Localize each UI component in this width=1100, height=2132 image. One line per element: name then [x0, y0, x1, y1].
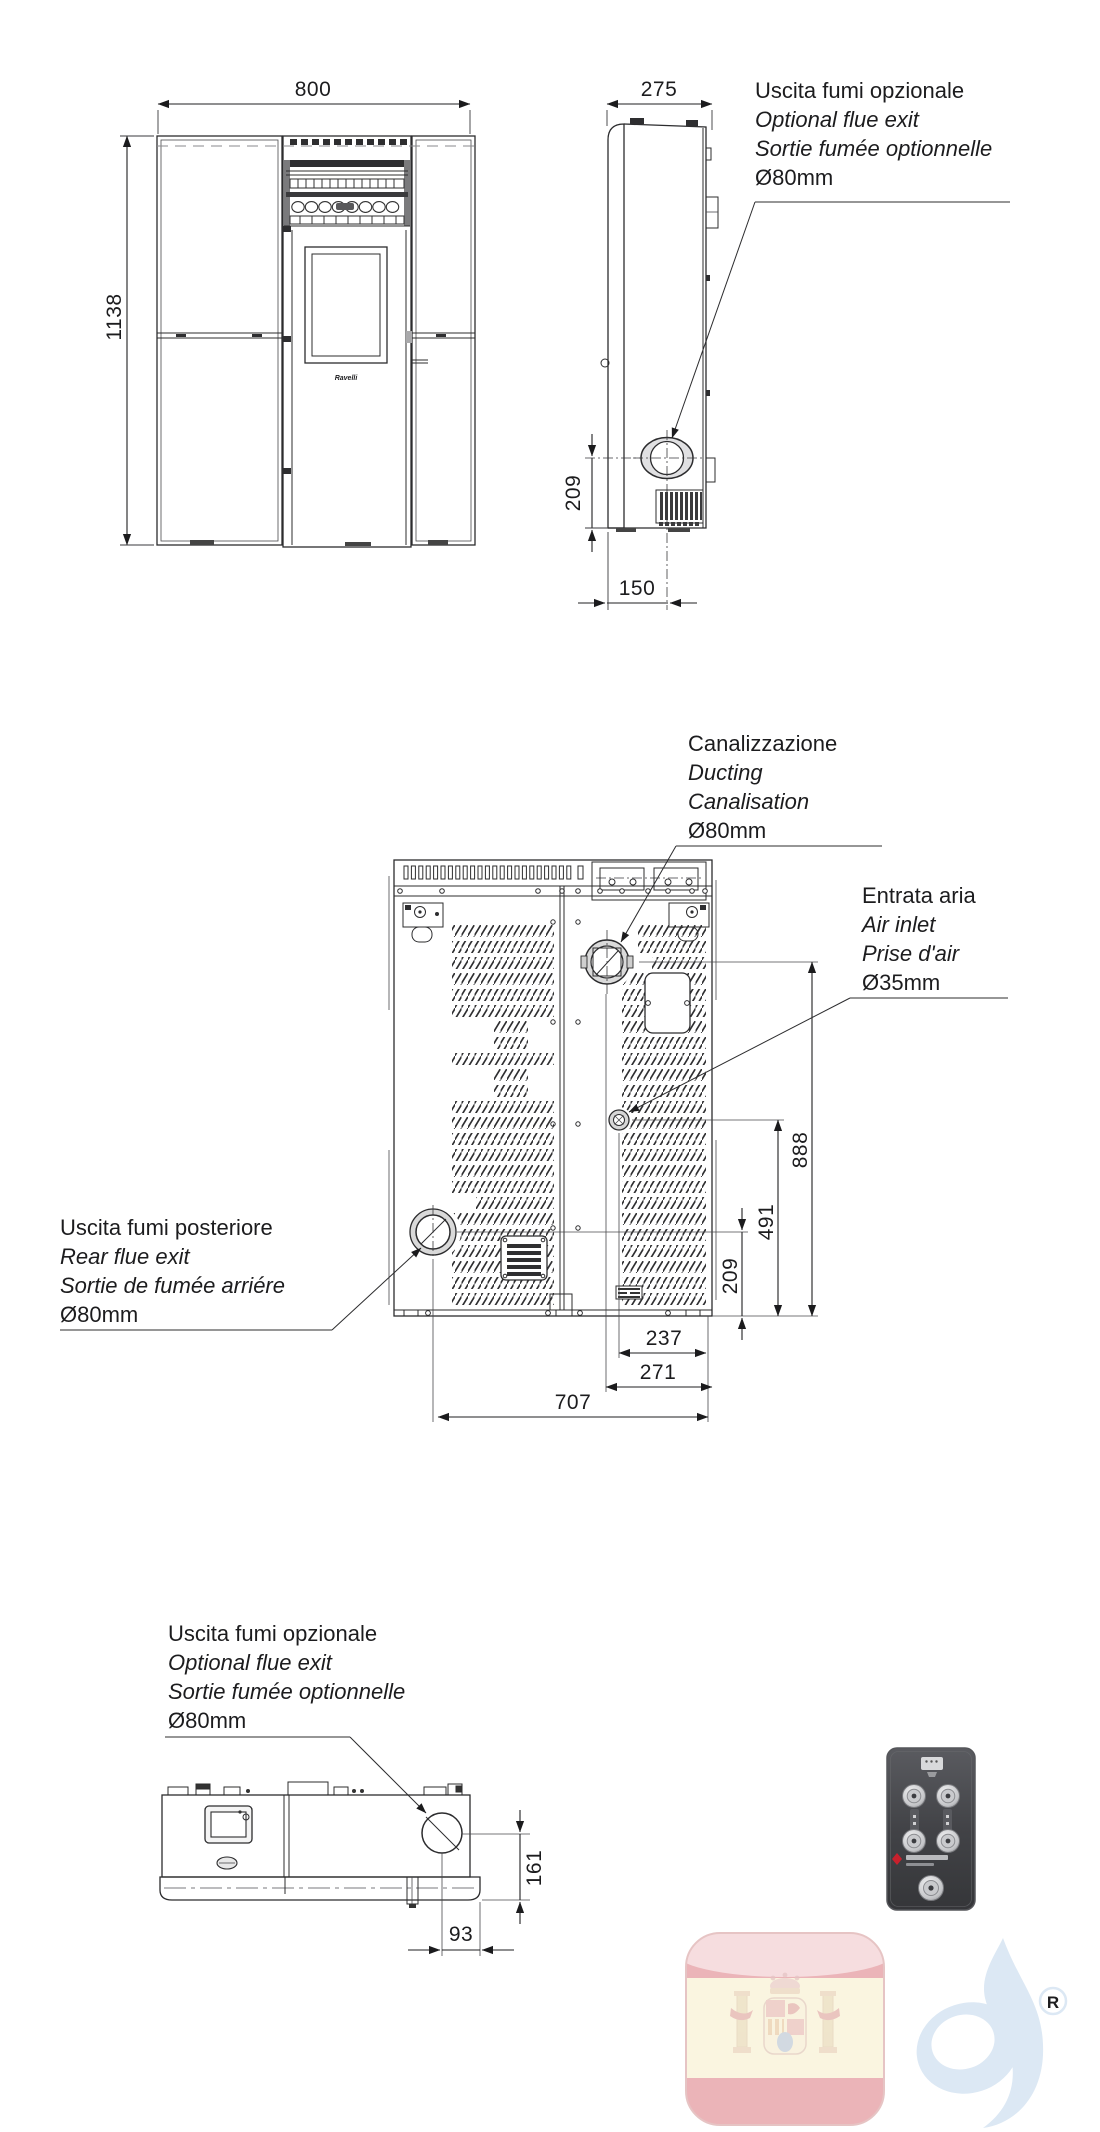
rear-duct-offset-dimension: [606, 1361, 712, 1387]
callout-optional-flue-top: [672, 78, 1010, 438]
ravelli-logo: Ravelli: [334, 375, 358, 382]
callout-line: Rear flue exit: [60, 1244, 190, 1269]
top-flue-height-value: 161: [523, 1849, 546, 1887]
leader-line: [672, 202, 755, 438]
rear-access-panel: [645, 973, 690, 1033]
callout-line: Ø80mm: [755, 165, 834, 190]
rear-seam-screws: [551, 920, 580, 1230]
rear-flue-offset-dimension: [438, 1391, 708, 1417]
callout-line: Air inlet: [862, 912, 936, 937]
front-view: [103, 78, 475, 547]
rear-flue-height-value: 209: [719, 1257, 742, 1295]
front-top-vent-slots: [290, 139, 407, 145]
side-optional-flue-exit: [633, 430, 702, 497]
callout-line: Uscita fumi opzionale: [755, 78, 965, 103]
top-optional-flue-exit: [422, 1813, 462, 1853]
rear-flue-exit: [405, 1204, 461, 1260]
side-flue-height-value: 209: [562, 474, 585, 512]
fire-window-outer: [305, 247, 387, 363]
top-base: [160, 1877, 480, 1908]
rear-feet: [404, 1310, 700, 1316]
callout-line: Ducting: [688, 760, 763, 785]
callout-line: Entrata aria: [862, 883, 976, 908]
top-control-panel: [205, 1806, 252, 1843]
registered-trademark-letter: R: [1046, 1993, 1060, 2012]
callout-ducting: [621, 731, 882, 942]
remote-minus-button-right: [937, 1830, 960, 1853]
rear-air-offset-dimension: [619, 1327, 706, 1353]
remote-power-button: [919, 1876, 944, 1901]
side-bottom-grille: [656, 490, 703, 526]
rear-duct-offset-value: 271: [639, 1361, 677, 1384]
drop-logo-watermark: [905, 1938, 1066, 2128]
rear-air-inlet: [606, 1107, 632, 1133]
callout-line: Uscita fumi opzionale: [168, 1621, 378, 1646]
rear-flue-height-dimension: [719, 1208, 742, 1340]
callout-line: Sortie de fumée arriére: [60, 1273, 285, 1298]
rear-duct-height-value: 888: [789, 1131, 812, 1169]
front-door: [282, 226, 428, 545]
callout-line: Ø80mm: [688, 818, 767, 843]
front-air-grille: [284, 160, 410, 226]
top-flue-offset-dimension: [408, 1853, 514, 1956]
rear-rail-screws: [398, 889, 708, 894]
callout-line: Prise d'air: [862, 941, 960, 966]
top-flue-offset-value: 93: [448, 1923, 474, 1946]
rear-air-offset-value: 237: [645, 1327, 683, 1350]
callout-line: Optional flue exit: [168, 1650, 332, 1675]
spain-flag-watermark: [673, 1925, 897, 2125]
rear-top-slots: [404, 862, 706, 900]
callout-line: Canalisation: [688, 789, 810, 814]
leader-line: [350, 1737, 426, 1813]
rear-view: [389, 860, 818, 1422]
top-flue-height-dimension: [462, 1810, 546, 1924]
top-view: [160, 1782, 546, 1956]
top-view-fittings: [168, 1782, 462, 1795]
side-depth-value: 275: [640, 78, 678, 101]
callout-line: Sortie fumée optionnelle: [755, 136, 993, 161]
leader-line: [332, 1248, 421, 1330]
rear-air-height-value: 491: [755, 1203, 778, 1241]
side-flue-offset-value: 150: [618, 577, 656, 600]
display-screen: [211, 1812, 246, 1837]
front-height-dimension: [103, 136, 154, 545]
remote-minus-button-left: [903, 1830, 926, 1853]
front-width-dimension: [158, 78, 470, 134]
front-height-value: 1138: [103, 293, 126, 341]
fire-window-inner: [312, 254, 380, 356]
callout-line: Optional flue exit: [755, 107, 919, 132]
side-stove-body: [601, 118, 718, 532]
door-handle: [406, 331, 412, 343]
callout-line: Uscita fumi posteriore: [60, 1215, 273, 1240]
remote-control: [887, 1748, 975, 1910]
rear-duct-height-dimension: [789, 962, 812, 1316]
side-flue-offset-dimension: [578, 497, 697, 610]
rear-air-height-dimension: [755, 1120, 778, 1316]
callout-line: Ø80mm: [168, 1708, 247, 1733]
rear-flue-offset-value: 707: [554, 1391, 592, 1414]
callout-line: Ø80mm: [60, 1302, 139, 1327]
callout-line: Canalizzazione: [688, 731, 838, 756]
front-stove-body: [157, 136, 475, 547]
rear-bottom-grille: [501, 1236, 547, 1280]
remote-plus-button-left: [903, 1785, 926, 1808]
callout-line: Sortie fumée optionnelle: [168, 1679, 406, 1704]
remote-plus-button-right: [937, 1785, 960, 1808]
side-view: [562, 78, 718, 610]
callout-rear-flue: [60, 1215, 421, 1330]
rear-rating-plate: [616, 1286, 642, 1299]
side-flue-height-dimension: [562, 434, 641, 552]
callout-line: Ø35mm: [862, 970, 941, 995]
front-width-value: 800: [294, 78, 332, 101]
